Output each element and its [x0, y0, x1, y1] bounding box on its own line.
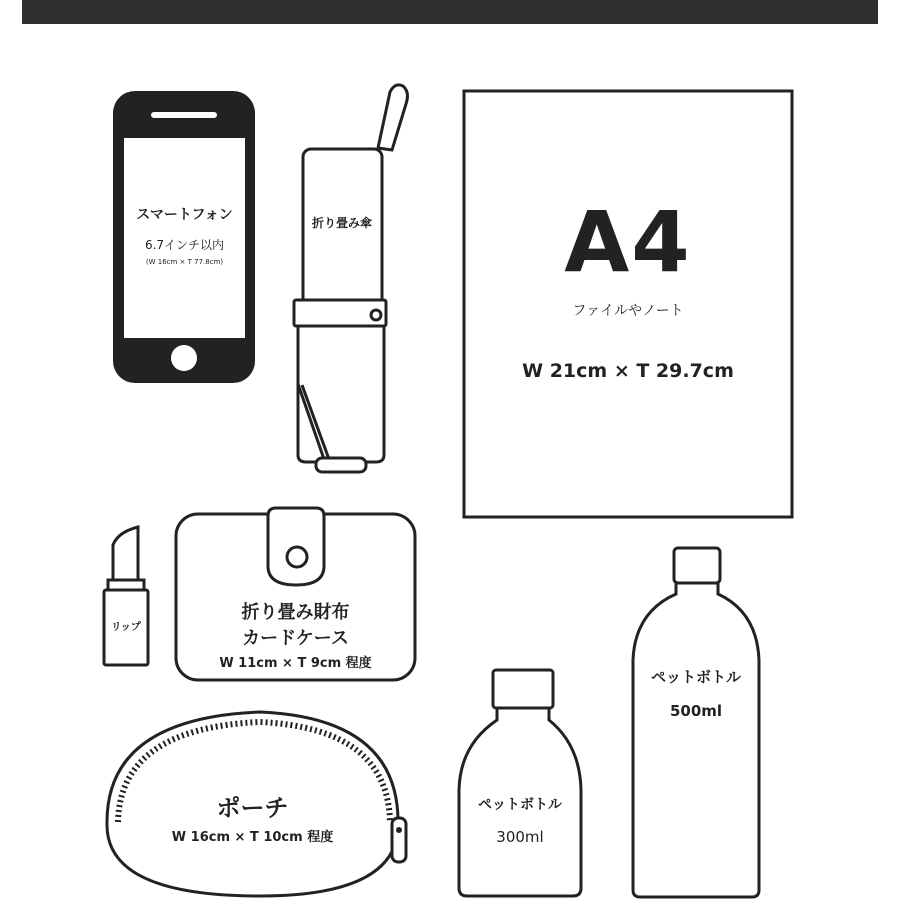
large-bottle-name: ペットボトル: [650, 668, 741, 686]
smartphone-dims: (W 16cm × T 77.8cm): [145, 258, 224, 266]
wallet-line1: 折り畳み財布: [241, 602, 350, 623]
umbrella-name: 折り畳み傘: [311, 216, 372, 230]
wallet-line2: カードケース: [242, 628, 349, 649]
small-bottle-icon: [459, 670, 581, 896]
wallet-dims: W 11cm × T 9cm 程度: [219, 656, 372, 671]
a4-dims: W 21cm × T 29.7cm: [522, 360, 734, 382]
lip-name: リップ: [111, 622, 141, 633]
a4-big: A4: [564, 193, 692, 291]
lipstick-icon: [104, 527, 148, 665]
pouch-name: ポーチ: [216, 794, 289, 822]
smartphone-size: 6.7インチ以内: [144, 238, 225, 252]
large-bottle-volume: 500ml: [669, 702, 723, 720]
pouch-dims: W 16cm × T 10cm 程度: [171, 830, 334, 845]
small-bottle-name: ペットボトル: [478, 797, 562, 813]
smartphone-name: スマートフォン: [136, 207, 233, 223]
small-bottle-volume: 300ml: [496, 828, 544, 846]
a4-sub: ファイルやノート: [572, 303, 684, 319]
large-bottle-icon: [633, 548, 759, 897]
umbrella-icon: [294, 85, 407, 472]
